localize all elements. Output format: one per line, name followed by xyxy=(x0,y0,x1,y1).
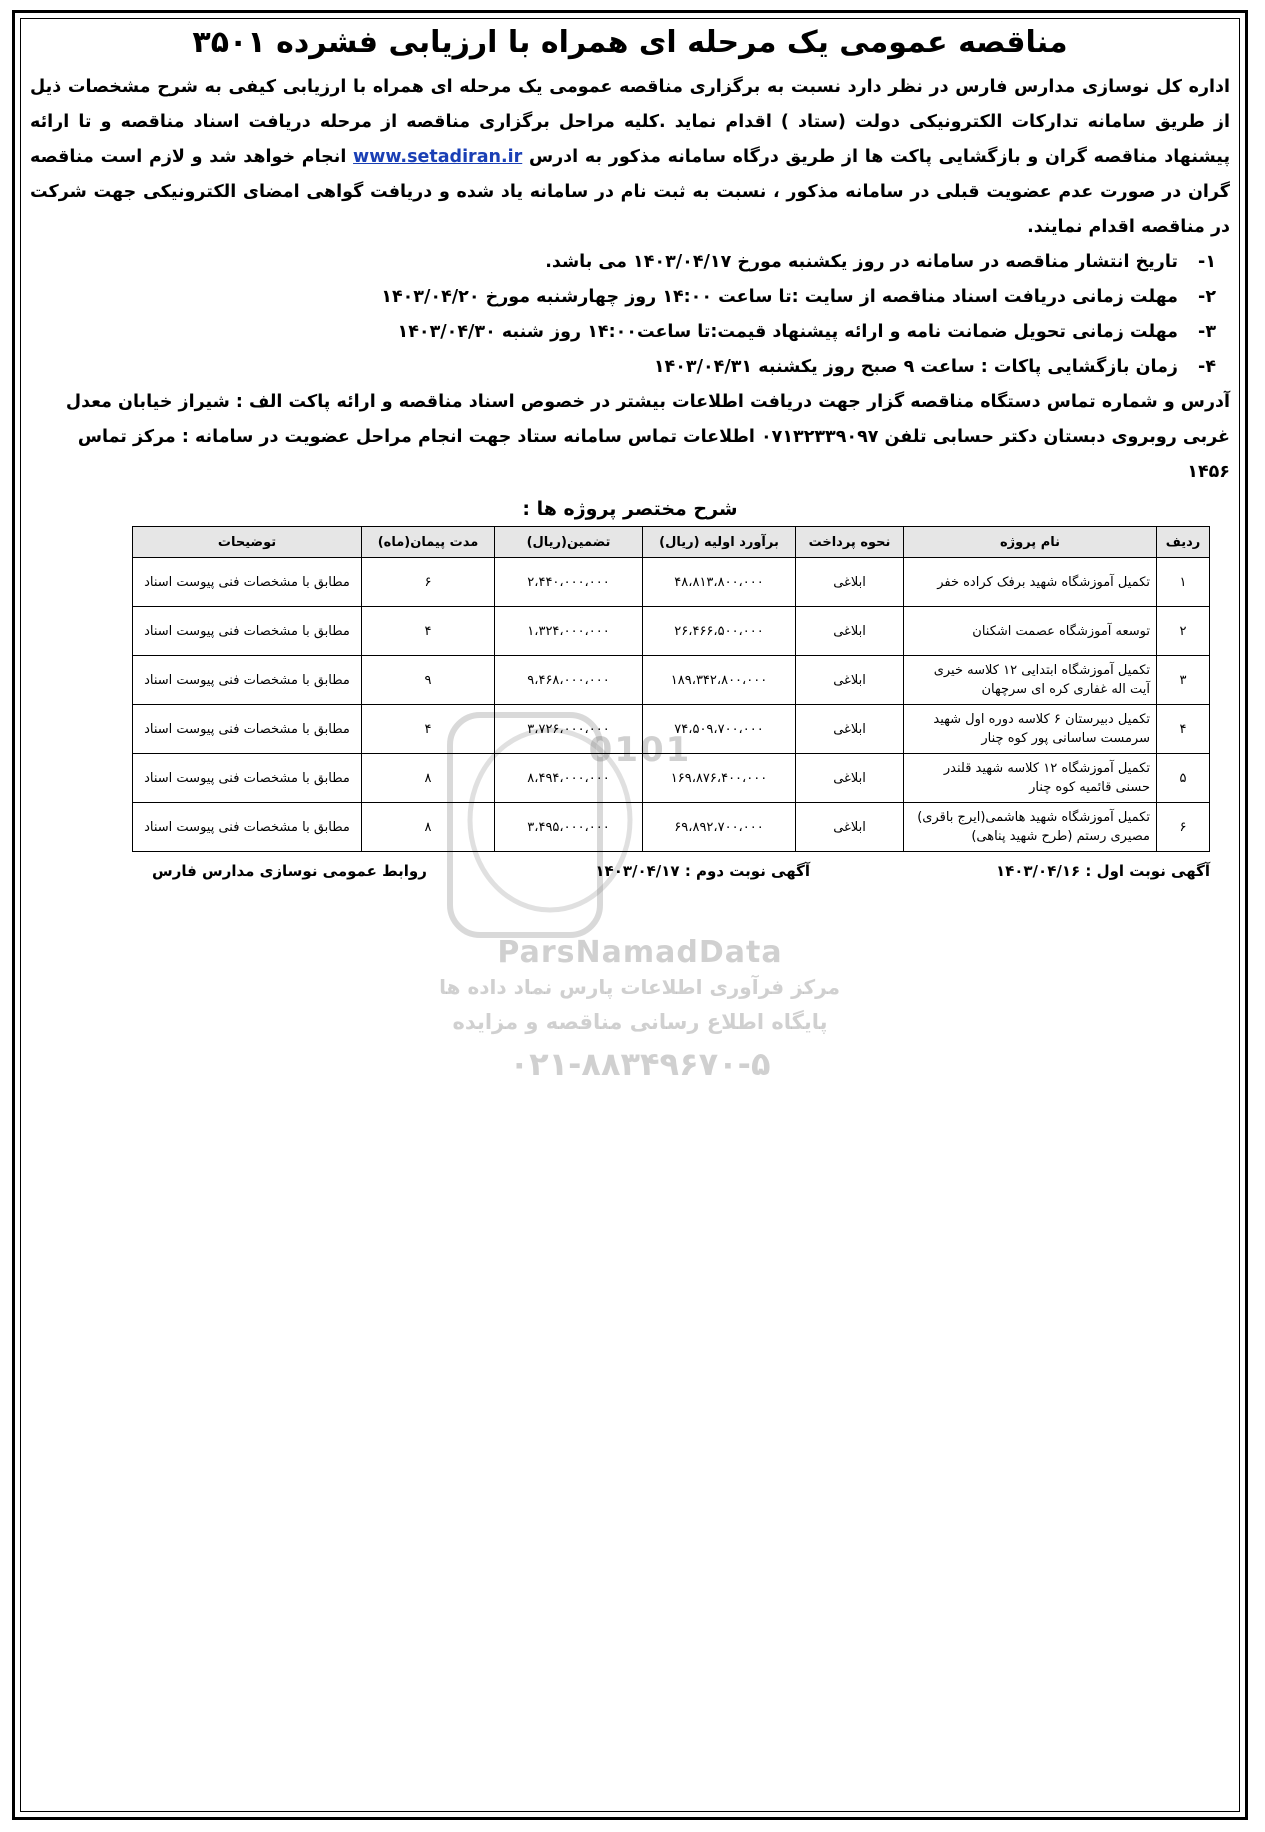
table-row xyxy=(133,705,1210,754)
cell-estimate: ۷۴،۵۰۹،۷۰۰،۰۰۰ xyxy=(643,705,796,754)
second-publish-date: آگهی نوبت دوم : ۱۴۰۳/۰۴/۱۷ xyxy=(595,862,810,880)
cell-description: مطابق با مشخصات فنی پیوست اسناد xyxy=(133,607,362,656)
cell-duration: ۸ xyxy=(362,754,495,803)
cell-payment: ابلاغی xyxy=(796,754,904,803)
cell-project-name: تکمیل آموزشگاه ۱۲ کلاسه شهید قلندر حسنی قائمیه کوه چنار xyxy=(904,754,1157,803)
item-number: ۱- xyxy=(1198,252,1216,272)
watermark-brand: ParsNamadData xyxy=(497,935,783,970)
cell-guarantee: ۹،۴۶۸،۰۰۰،۰۰۰ xyxy=(495,656,643,705)
col-estimate: برآورد اولیه (ریال) xyxy=(643,527,796,558)
table-title: شرح مختصر پروژه ها : xyxy=(522,498,738,520)
intro-part2: انجام خواهد شد و لازم است مناقصه گران در صورت عدم عضویت قبلی در سامانه مذکور ، نسبت به ثبت نام در سامانه یاد شده و دریافت گواهی امضای الکترونیکی جهت شرکت در مناقصه اقدام نمایند. xyxy=(30,147,1230,237)
cell-estimate: ۱۶۹،۸۷۶،۴۰۰،۰۰۰ xyxy=(643,754,796,803)
cell-project-name: تکمیل آموزشگاه ابتدایی ۱۲ کلاسه خیری آیت اله غفاری کره ای سرچهان xyxy=(904,656,1157,705)
cell-description: مطابق با مشخصات فنی پیوست اسناد xyxy=(133,705,362,754)
intro-paragraph xyxy=(30,70,1230,245)
cell-guarantee: ۲،۴۴۰،۰۰۰،۰۰۰ xyxy=(495,558,643,607)
cell-row: ۳ xyxy=(1157,656,1210,705)
cell-guarantee: ۸،۴۹۴،۰۰۰،۰۰۰ xyxy=(495,754,643,803)
cell-row: ۲ xyxy=(1157,607,1210,656)
table-row xyxy=(133,607,1210,656)
item-number: ۴- xyxy=(1198,357,1216,377)
cell-row: ۱ xyxy=(1157,558,1210,607)
cell-payment: ابلاغی xyxy=(796,803,904,852)
table-header-row xyxy=(133,527,1210,558)
col-description: توضیحات xyxy=(133,527,362,558)
footer xyxy=(132,856,1210,888)
col-row: ردیف xyxy=(1157,527,1210,558)
table-row xyxy=(133,656,1210,705)
col-guarantee: تضمین(ریال) xyxy=(495,527,643,558)
item-text: زمان بازگشایی پاکات : ساعت ۹ صبح روز یکشنبه ۱۴۰۳/۰۴/۳۱ xyxy=(653,357,1178,377)
item-text: مهلت زمانی تحویل ضمانت نامه و ارائه پیشنهاد قیمت:تا ساعت۱۴:۰۰ روز شنبه ۱۴۰۳/۰۴/۳۰ xyxy=(397,322,1178,342)
cell-estimate: ۶۹،۸۹۲،۷۰۰،۰۰۰ xyxy=(643,803,796,852)
list-item xyxy=(30,315,1230,350)
cell-duration: ۶ xyxy=(362,558,495,607)
item-number: ۳- xyxy=(1198,322,1216,342)
cell-duration: ۴ xyxy=(362,705,495,754)
first-publish-date: آگهی نوبت اول : ۱۴۰۳/۰۴/۱۶ xyxy=(995,862,1210,880)
item-text: تاریخ انتشار مناقصه در سامانه در روز یکشنبه مورخ ۱۴۰۳/۰۴/۱۷ می باشد. xyxy=(545,252,1178,272)
table-row xyxy=(133,754,1210,803)
list-item xyxy=(30,280,1230,315)
cell-duration: ۸ xyxy=(362,803,495,852)
cell-description: مطابق با مشخصات فنی پیوست اسناد xyxy=(133,558,362,607)
schedule-list xyxy=(30,245,1230,385)
col-duration: مدت پیمان(ماه) xyxy=(362,527,495,558)
cell-estimate: ۲۶،۴۶۶،۵۰۰،۰۰۰ xyxy=(643,607,796,656)
cell-guarantee: ۳،۴۹۵،۰۰۰،۰۰۰ xyxy=(495,803,643,852)
tender-notice xyxy=(30,22,1230,888)
table-row xyxy=(133,803,1210,852)
cell-description: مطابق با مشخصات فنی پیوست اسناد xyxy=(133,803,362,852)
organization-name: روابط عمومی نوسازی مدارس فارس xyxy=(152,862,427,880)
address-paragraph: آدرس و شماره تماس دستگاه مناقصه گزار جهت دریافت اطلاعات بیشتر در خصوص اسناد مناقصه و ارائه پاکت الف : شیراز خیابان معدل غربی روبروی دبستان دکتر حسابی تلفن ۰۷۱۳۲۳۳۹۰۹۷ اطلاعات تماس سامانه ستاد جهت انجام مراحل عضویت در سامانه : مرکز تماس ۱۴۵۶ xyxy=(65,392,1230,482)
col-payment: نحوه پرداخت xyxy=(796,527,904,558)
cell-duration: ۴ xyxy=(362,607,495,656)
cell-payment: ابلاغی xyxy=(796,656,904,705)
list-item xyxy=(30,245,1230,280)
cell-description: مطابق با مشخصات فنی پیوست اسناد xyxy=(133,754,362,803)
cell-payment: ابلاغی xyxy=(796,607,904,656)
cell-payment: ابلاغی xyxy=(796,705,904,754)
cell-guarantee: ۳،۷۲۶،۰۰۰،۰۰۰ xyxy=(495,705,643,754)
list-item xyxy=(30,350,1230,385)
cell-project-name: تکمیل آموزشگاه شهید برفک کراده خفر xyxy=(904,558,1157,607)
item-text: مهلت زمانی دریافت اسناد مناقصه از سایت :تا ساعت ۱۴:۰۰ روز چهارشنبه مورخ ۱۴۰۳/۰۴/۲۰ xyxy=(381,287,1178,307)
cell-estimate: ۱۸۹،۳۴۲،۸۰۰،۰۰۰ xyxy=(643,656,796,705)
watermark-phone: ۰۲۱-۸۸۳۴۹۶۷۰-۵ xyxy=(509,1045,771,1083)
cell-estimate: ۴۸،۸۱۳،۸۰۰،۰۰۰ xyxy=(643,558,796,607)
col-project-name: نام پروژه xyxy=(904,527,1157,558)
watermark-line2: پایگاه اطلاع رسانی مناقصه و مزایده xyxy=(452,1010,828,1034)
cell-project-name: توسعه آموزشگاه عصمت اشکنان xyxy=(904,607,1157,656)
projects-table xyxy=(132,526,1210,852)
cell-payment: ابلاغی xyxy=(796,558,904,607)
table-row xyxy=(133,558,1210,607)
cell-row: ۴ xyxy=(1157,705,1210,754)
cell-description: مطابق با مشخصات فنی پیوست اسناد xyxy=(133,656,362,705)
cell-guarantee: ۱،۳۲۴،۰۰۰،۰۰۰ xyxy=(495,607,643,656)
cell-duration: ۹ xyxy=(362,656,495,705)
cell-project-name: تکمیل دبیرستان ۶ کلاسه دوره اول شهید سرمست ساسانی پور کوه چنار xyxy=(904,705,1157,754)
watermark-line1: مرکز فرآوری اطلاعات پارس نماد داده ها xyxy=(439,975,840,999)
setad-link[interactable]: www.setadiran.ir xyxy=(353,147,523,167)
page-title: مناقصه عمومی یک مرحله ای همراه با ارزیابی فشرده ۳۵۰۱ xyxy=(192,25,1068,60)
cell-row: ۵ xyxy=(1157,754,1210,803)
cell-project-name: تکمیل آموزشگاه شهید هاشمی(ایرج باقری) مصیری رستم (طرح شهید پناهی) xyxy=(904,803,1157,852)
cell-row: ۶ xyxy=(1157,803,1210,852)
watermark-binary: 0101 xyxy=(588,730,692,770)
intro-part1: اداره کل نوسازی مدارس فارس در نظر دارد نسبت به برگزاری مناقصه عمومی یک مرحله ای همراه با ارزیابی کیفی به شرح مشخصات ذیل از طریق سامانه تدارکات الکترونیکی دولت (ستاد ) اقدام نماید .کلیه مراحل برگزاری مناقصه از مرحله دریافت اسناد مناقصه و تا ارائه پیشنهاد مناقصه گران و بازگشایی پاکت ها از طریق درگاه سامانه مذکور به ادرس xyxy=(30,77,1231,167)
item-number: ۲- xyxy=(1198,287,1216,307)
